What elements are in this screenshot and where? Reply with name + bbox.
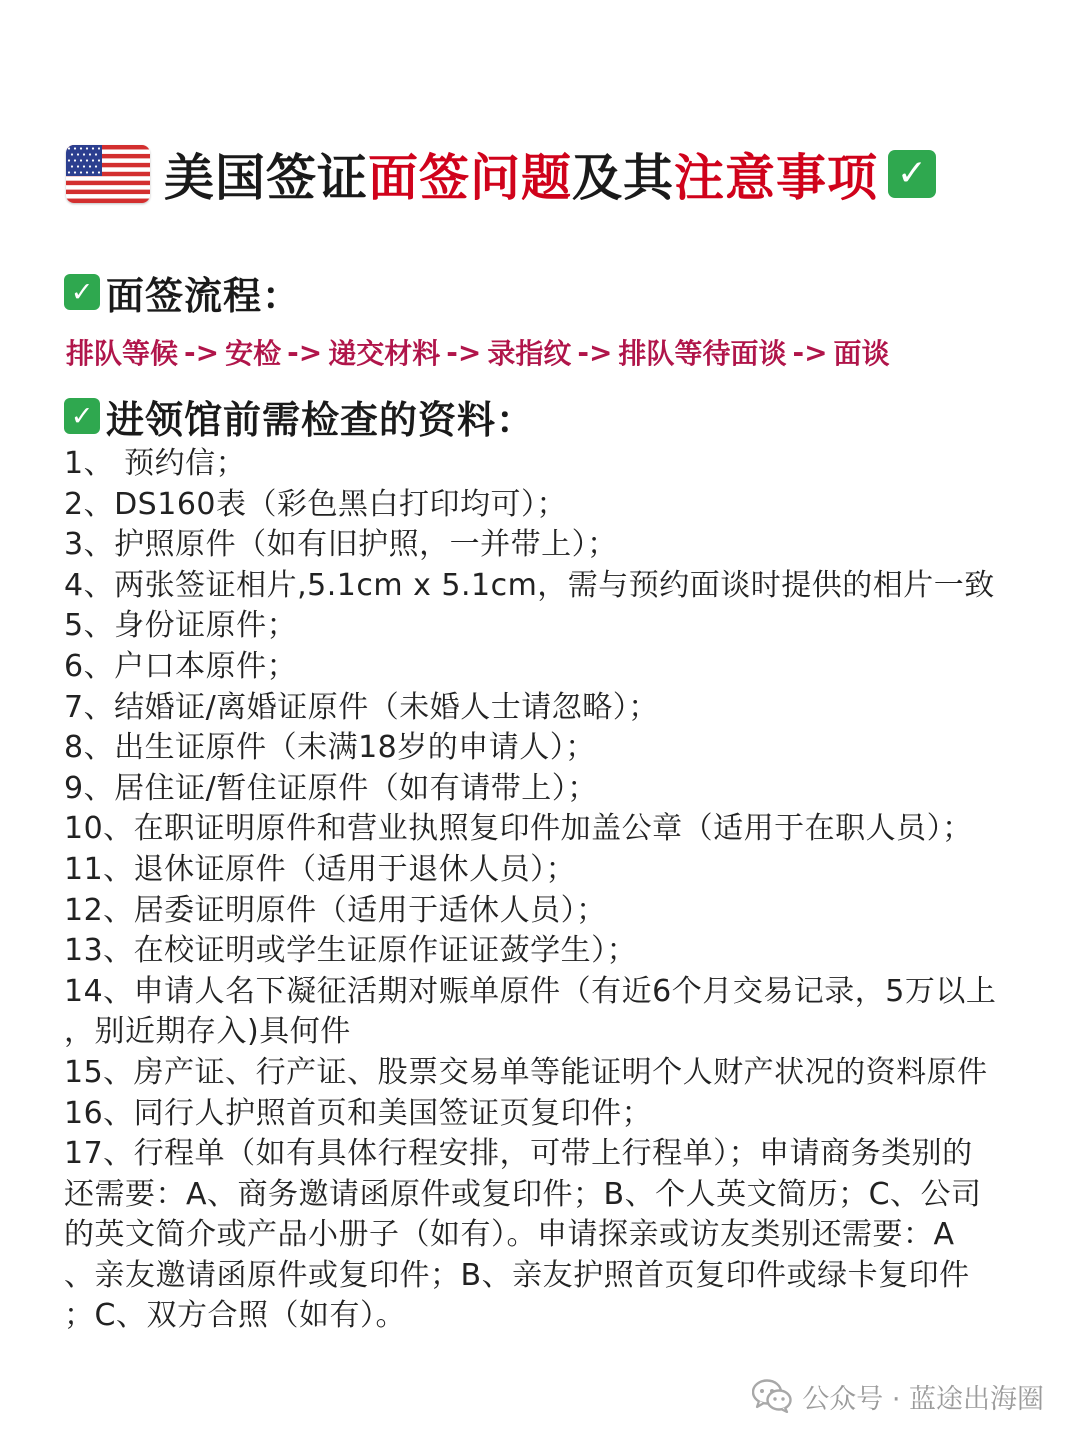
check-box-icon: ✓: [64, 398, 100, 434]
document-checklist: [64, 444, 1014, 1337]
list-item-continuation: ，别近期存入)具何件: [64, 1014, 351, 1050]
section-label: 进领馆前需检查的资料：: [106, 397, 536, 442]
flow-step: 面谈: [833, 337, 890, 370]
list-item: 2、DS160表（彩色黑白打印均可）；: [64, 486, 567, 522]
flow-arrow: ->: [792, 335, 828, 369]
flow-step: 排队等候: [66, 337, 179, 370]
list-item: 3、护照原件（如有旧护照，一并带上）；: [64, 527, 618, 563]
footer-text: 公众号 · 蓝途出海圈: [802, 1383, 1044, 1415]
list-item-continuation: 、亲友邀请函原件或复印件；B、亲友护照首页复印件或绿卡复印件: [64, 1257, 970, 1293]
title-black-part: 美国签证: [164, 149, 368, 207]
check-box-icon: ✓: [64, 274, 100, 310]
list-item-continuation: 还需要：A、商务邀请函原件或复印件；B、个人英文简历；C、公司: [64, 1176, 982, 1212]
list-item: 7、结婚证/离婚证原件（未婚人士请忽略）；: [64, 689, 659, 725]
list-item: 6、户口本原件；: [64, 648, 298, 684]
section-header-interview-process: [64, 268, 301, 316]
us-flag-icon: [66, 145, 150, 203]
flow-step: 排队等待面谈: [618, 337, 787, 370]
title-red-part-2: 注意事项: [674, 149, 878, 207]
page-title: [66, 138, 936, 210]
list-item: 5、身份证原件；: [64, 608, 298, 644]
list-item: 10、在职证明原件和营业执照复印件加盖公章（适用于在职人员）；: [64, 811, 973, 847]
flow-step: 递交材料: [328, 337, 441, 370]
flow-arrow: ->: [184, 335, 220, 369]
list-item-continuation: 的英文简介或产品小册子（如有）。申请探亲或访友类别还需要：A: [64, 1217, 955, 1253]
list-item: 8、出生证原件（未满18岁的申请人）；: [64, 730, 596, 766]
list-item: 13、在校证明或学生证原作证证蔹学生）；: [64, 933, 638, 969]
list-item: 1、 预约信；: [64, 446, 247, 481]
list-item: 14、申请人名下凝征活期对赈单原件（有近6个月交易记录，5万以上: [64, 973, 997, 1009]
flow-step: 录指纹: [487, 337, 572, 370]
process-flow: [66, 330, 890, 374]
flow-arrow: ->: [446, 335, 482, 369]
section-label: 面签流程：: [106, 273, 302, 318]
flow-arrow: ->: [287, 335, 323, 369]
title-black-part-2: 及其: [572, 149, 674, 207]
list-item: 16、同行人护照首页和美国签证页复印件；: [64, 1095, 653, 1131]
list-item: 12、居委证明原件（适用于适休人员）；: [64, 892, 607, 928]
wechat-icon: [752, 1379, 792, 1413]
list-item: 11、退休证原件（适用于退休人员）；: [64, 851, 577, 887]
footer-watermark: [752, 1374, 1044, 1418]
list-item: 17、行程单（如有具体行程安排，可带上行程单）；申请商务类别的: [64, 1136, 973, 1172]
list-item: 9、居住证/暂住证原件（如有请带上）；: [64, 770, 598, 806]
list-item-continuation: ；C、双方合照（如有）。: [64, 1298, 406, 1334]
title-red-part-1: 面签问题: [368, 149, 572, 207]
list-item: 15、房产证、行产证、股票交易单等能证明个人财产状况的资料原件: [64, 1054, 988, 1090]
section-header-checklist: [64, 392, 535, 440]
check-box-icon: ✓: [888, 150, 936, 198]
list-item: 4、两张签证相片,5.1cm x 5.1cm，需与预约面谈时提供的相片一致: [64, 567, 995, 603]
flow-arrow: ->: [577, 335, 613, 369]
flow-step: 安检: [225, 337, 282, 370]
